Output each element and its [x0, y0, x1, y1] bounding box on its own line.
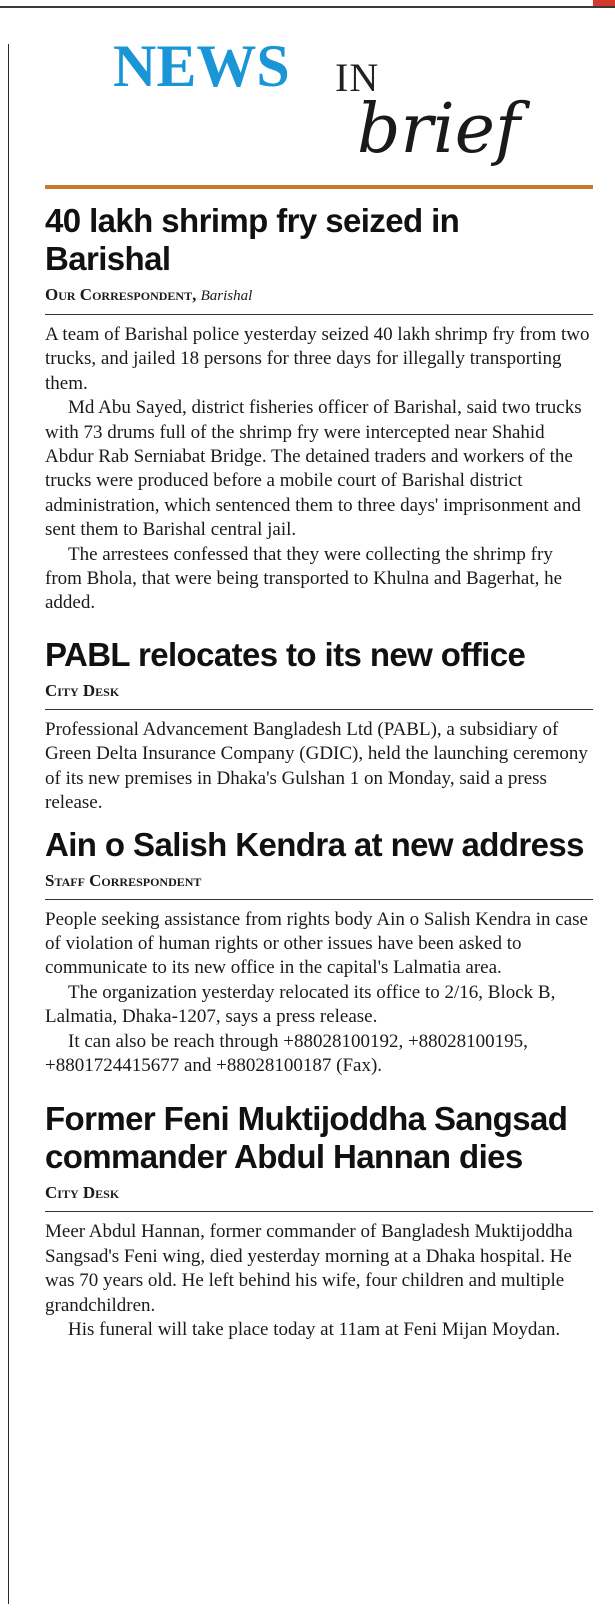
- article-body: [45, 908, 593, 1079]
- article-paragraph: It can also be reach through +88028100192, +88028100195, +8801724415677 and +88028100187 (Fax).: [45, 1030, 528, 1076]
- article-body: [45, 1220, 593, 1342]
- masthead-rule: [45, 185, 593, 189]
- article-body: [45, 323, 593, 616]
- article-paragraph: Md Abu Sayed, district fisheries officer of Barishal, said two trucks with 73 drums full of the shrimp fry were intercepted near Shahid Abdur Rab Serniabat Bridge. The detained traders and workers of the trucks were produced before a mobile court of Barishal district administration, which sentenced them to three days' imprisonment and sent them to Barishal central jail.: [45, 397, 582, 541]
- top-corner-mark: [593, 0, 615, 6]
- article-paragraph: People seeking assistance from rights body Ain o Salish Kendra in case of violation of human rights or other issues have been asked to communicate to its new office in the capital's Lalmatia area.: [45, 908, 588, 979]
- article-ain-o-salish: [45, 826, 593, 1079]
- news-column: [45, 0, 593, 1342]
- article-paragraph: His funeral will take place today at 11am at Feni Mijan Moydan.: [68, 1318, 561, 1340]
- article-byline: [45, 870, 593, 892]
- article-paragraph: A team of Barishal police yesterday seized 40 lakh shrimp fry from two trucks, and jailed 18 persons for three days for illegally transporting them.: [45, 324, 590, 394]
- column-divider: [8, 44, 9, 1604]
- article-headline[interactable]: 40 lakh shrimp fry seized in Barishal: [45, 202, 460, 277]
- article-byline: [45, 680, 593, 702]
- article-shrimp-fry: [45, 202, 593, 616]
- article-paragraph: The organization yesterday relocated its office to 2/16, Block B, Lalmatia, Dhaka-1207, says a press release.: [45, 981, 556, 1028]
- article-headline[interactable]: Former Feni Muktijoddha Sangsad commander Abdul Hannan dies: [45, 1100, 568, 1176]
- article-body: [45, 718, 593, 816]
- article-paragraph: The arrestees confessed that they were collecting the shrimp fry from Bhola, that were being transported to Khulna and Bagerhat, he added.: [45, 543, 563, 614]
- byline-location: Barishal: [200, 288, 253, 304]
- article-paragraph: Professional Advancement Bangladesh Ltd (PABL), a subsidiary of Green Delta Insurance Company (GDIC), held the launching ceremony of its new premises in Dhaka's Gulshan 1 on Monday, said a press release.: [45, 718, 588, 814]
- byline-rule: [45, 709, 593, 710]
- article-headline[interactable]: Ain o Salish Kendra at new address: [45, 825, 584, 863]
- article-abdul-hannan: [45, 1100, 593, 1342]
- byline-author: Our Correspondent,: [45, 285, 197, 304]
- byline-author: Staff Correspondent: [45, 870, 202, 890]
- article-pabl-office: [45, 636, 593, 816]
- masthead-news: NEWS: [113, 33, 290, 99]
- news-in-brief-masthead: [45, 0, 593, 192]
- byline-rule: [45, 314, 593, 315]
- article-byline: [45, 1182, 593, 1204]
- article-byline: [45, 284, 593, 307]
- byline-author: City Desk: [45, 680, 120, 700]
- masthead-in: IN: [335, 55, 380, 100]
- byline-author: City Desk: [45, 1183, 120, 1203]
- article-paragraph: Meer Abdul Hannan, former commander of Bangladesh Muktijoddha Sangsad's Feni wing, died yesterday morning at a Dhaka hospital. He was 70 years old. He left behind his wife, four children and multiple grandchildren.: [45, 1221, 573, 1316]
- byline-rule: [45, 1211, 593, 1212]
- masthead-brief: brief: [357, 90, 521, 169]
- byline-rule: [45, 899, 593, 900]
- article-headline[interactable]: PABL relocates to its new office: [45, 635, 526, 673]
